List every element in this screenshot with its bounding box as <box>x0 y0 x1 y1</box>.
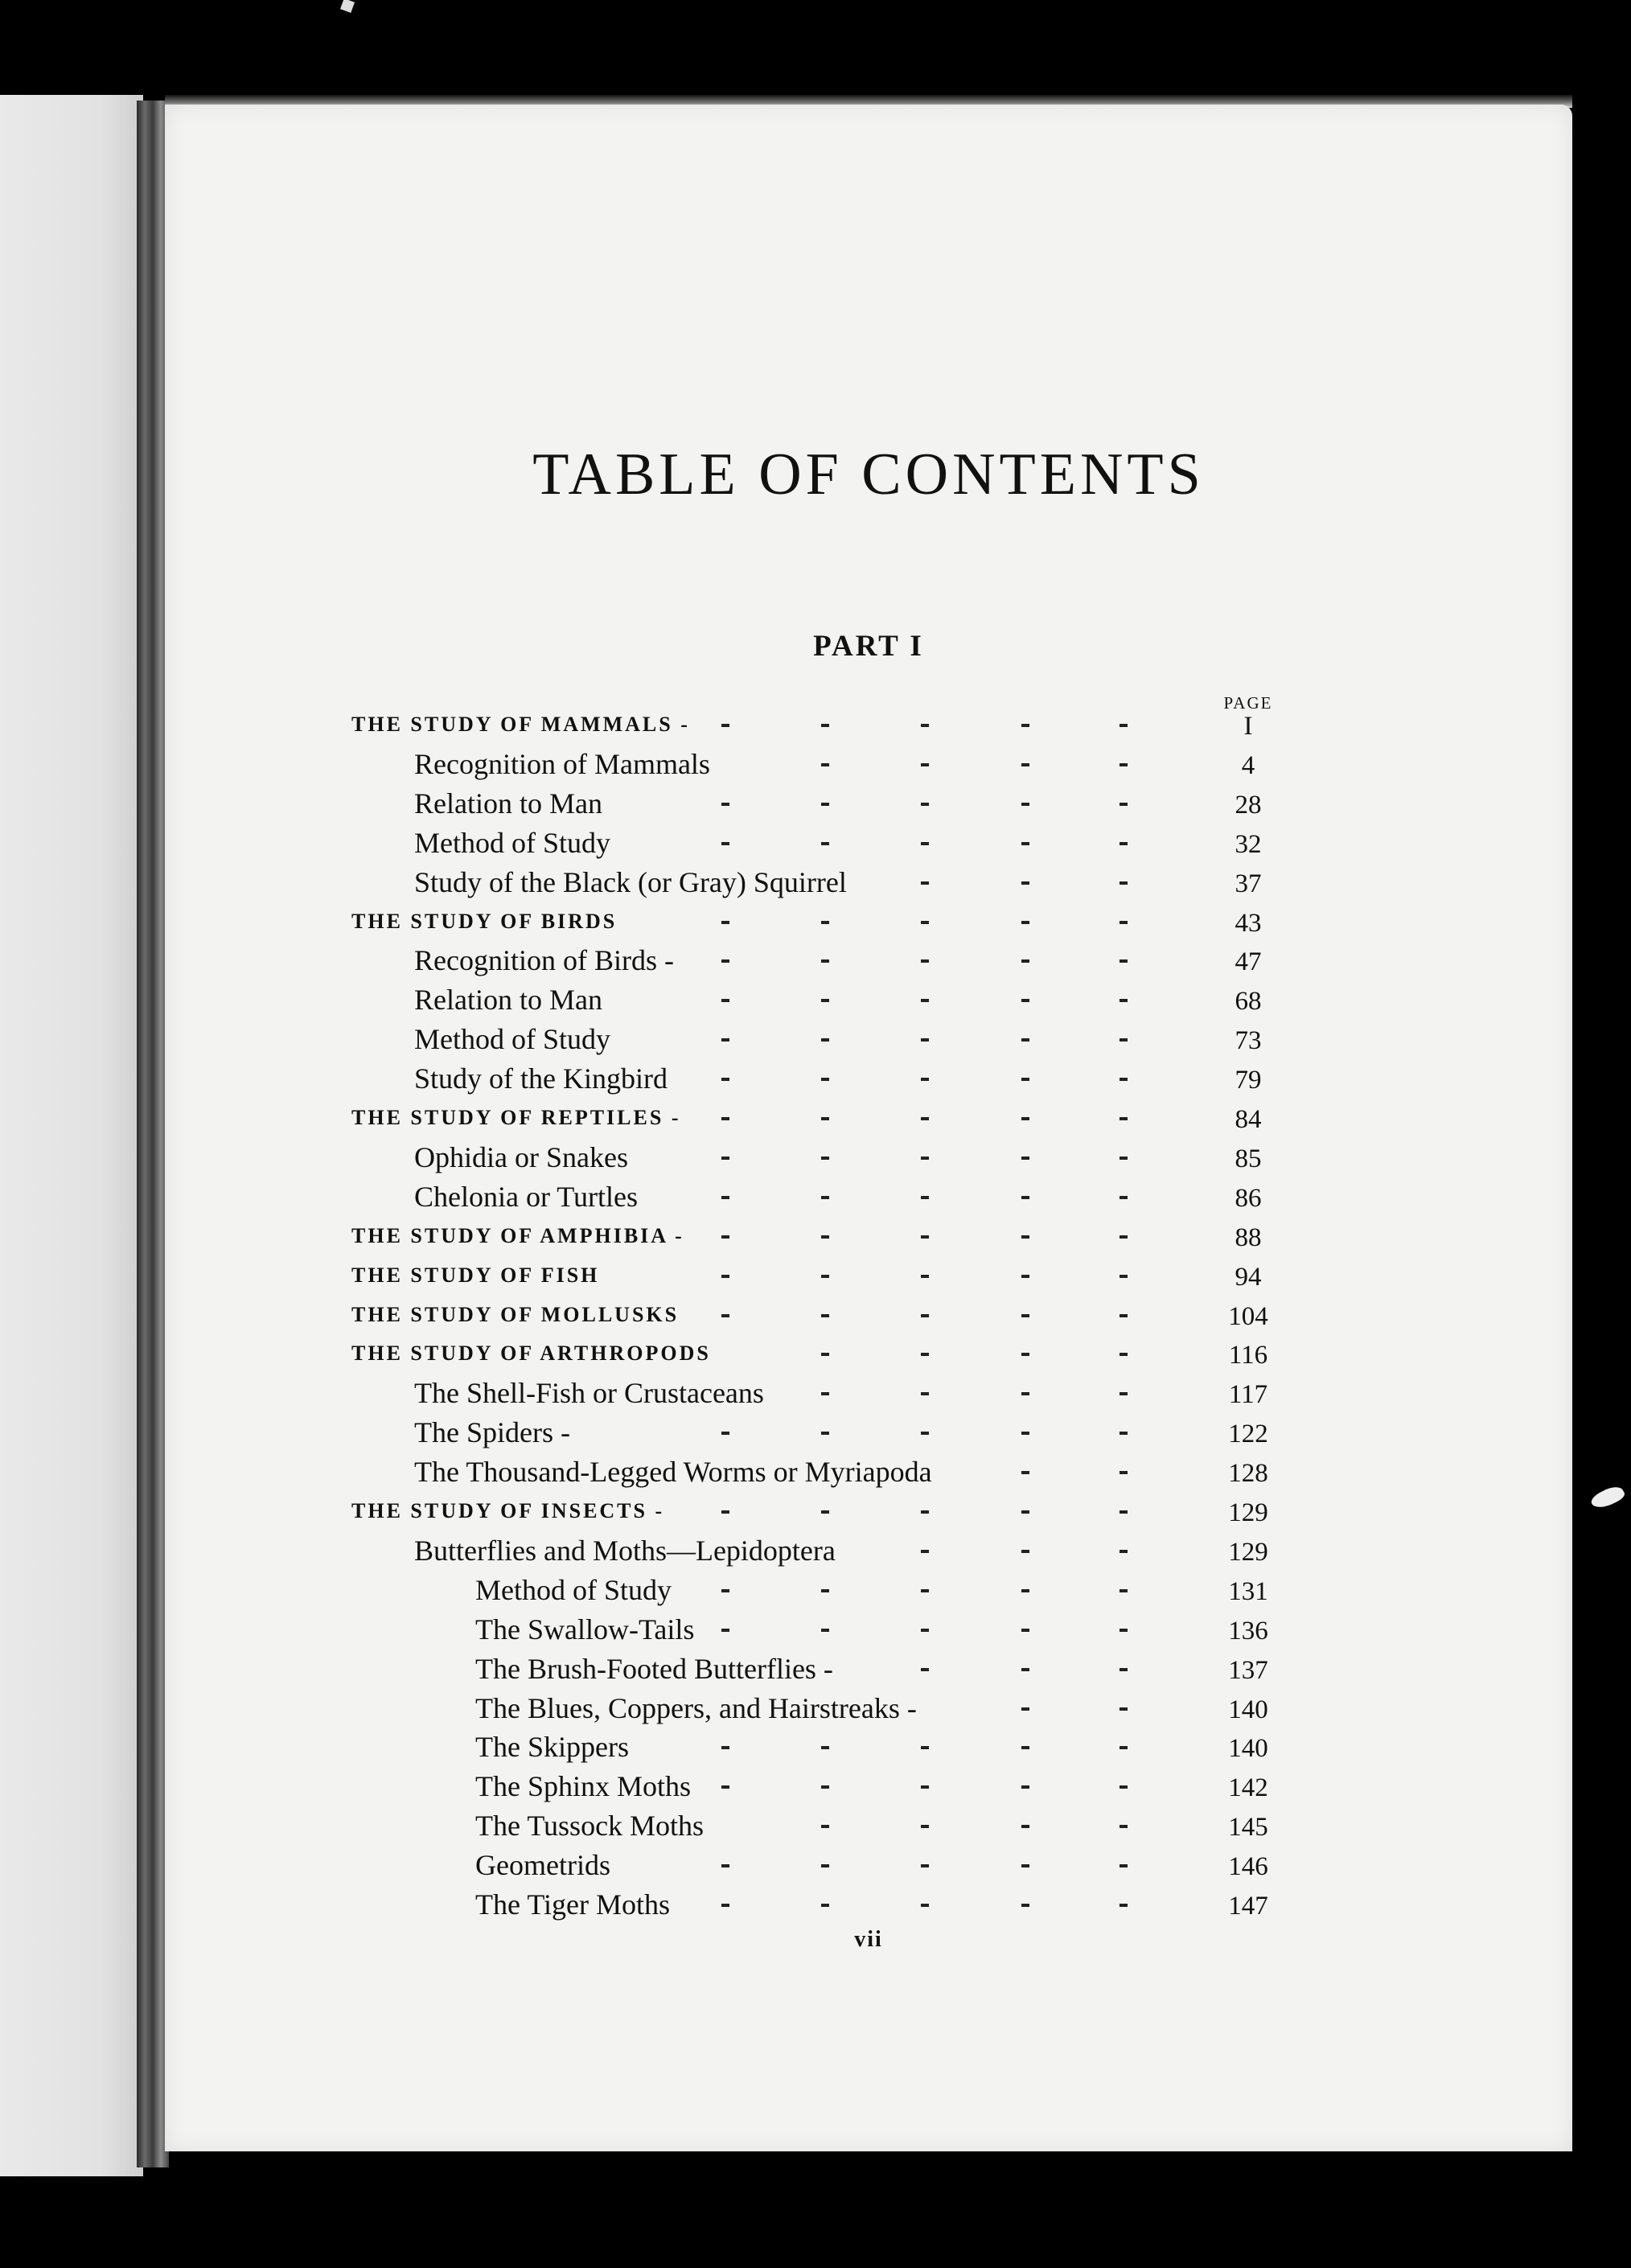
leader-dash <box>1120 1275 1128 1278</box>
leader-dash <box>721 1864 729 1867</box>
leader-dash <box>1120 1038 1128 1042</box>
leader-dash <box>1120 1589 1128 1592</box>
leader-dash <box>921 921 929 924</box>
leader-dash <box>1021 1117 1029 1120</box>
leader-dash <box>921 881 929 885</box>
leader-dash <box>1021 999 1029 1002</box>
leader-dash <box>1120 999 1128 1002</box>
toc-entry-page: 47 <box>1235 947 1262 976</box>
toc-entry <box>0 1690 1631 1727</box>
leader-dash <box>821 1589 829 1592</box>
toc-entry-title: The Sphinx Moths <box>475 1770 692 1802</box>
leader-dash <box>1021 1235 1029 1239</box>
toc-entry-page: I <box>1243 712 1253 741</box>
leader-dash <box>721 1589 729 1592</box>
toc-entry-page: 140 <box>1228 1695 1268 1724</box>
leader-dash <box>821 1864 829 1867</box>
toc-entry-title: Recognition of Mammals <box>414 748 710 780</box>
toc-entry <box>0 1335 1631 1372</box>
toc-entry <box>0 981 1631 1018</box>
toc-entry-title: THE STUDY OF AMPHIBIA - <box>351 1224 684 1247</box>
toc-entry <box>0 1847 1631 1884</box>
toc-entry-title: THE STUDY OF FISH <box>351 1263 600 1287</box>
toc-entry <box>0 1296 1631 1333</box>
toc-entry-title: The Thousand-Legged Worms or Myriapoda <box>414 1456 932 1488</box>
toc-entry-page: 85 <box>1235 1144 1262 1173</box>
toc-entry-page: 116 <box>1228 1341 1268 1370</box>
leader-dash <box>1021 881 1029 885</box>
leader-dash <box>821 763 829 766</box>
leader-dash <box>921 999 929 1002</box>
toc-entry-title: THE STUDY OF MOLLUSKS <box>351 1303 680 1326</box>
toc-entry <box>0 1374 1631 1411</box>
leader-dash <box>1021 1550 1029 1553</box>
toc-entry-title: Study of the Black (or Gray) Squirrel <box>414 866 847 898</box>
toc-entry-title: Relation to Man <box>414 984 602 1016</box>
leader-dash <box>1021 763 1029 766</box>
page-column-label: PAGE <box>1223 693 1273 713</box>
leader-dash <box>721 1038 729 1042</box>
leader-dash <box>721 842 729 845</box>
leader-dash <box>1120 1668 1128 1671</box>
leader-dash <box>821 1196 829 1199</box>
leader-dash <box>1021 1196 1029 1199</box>
leader-dash <box>721 1196 729 1199</box>
leader-dash <box>921 959 929 963</box>
toc-entry-page: 37 <box>1235 869 1262 898</box>
toc-entry-title: The Tussock Moths <box>475 1810 705 1842</box>
leader-dash <box>1021 1510 1029 1514</box>
leader-dash <box>921 1235 929 1239</box>
leader-dash <box>921 1825 929 1828</box>
toc-entry-page: 122 <box>1228 1420 1268 1448</box>
leader-dash <box>1120 881 1128 885</box>
leader-dash <box>821 921 829 924</box>
leader-dash <box>1120 959 1128 963</box>
toc-entry-page: 145 <box>1228 1813 1268 1842</box>
toc-entry-title: THE STUDY OF INSECTS - <box>351 1499 665 1522</box>
toc-entry-page: 131 <box>1228 1577 1268 1606</box>
leader-dash <box>821 999 829 1002</box>
leader-dash <box>721 921 729 924</box>
toc-entry <box>0 785 1631 822</box>
leader-dash <box>1021 959 1029 963</box>
leader-dash <box>1120 1825 1128 1828</box>
leader-dash <box>821 1314 829 1317</box>
leader-dash <box>721 803 729 806</box>
leader-dash <box>1021 1904 1029 1907</box>
leader-dash <box>1120 842 1128 845</box>
leader-dash <box>821 1629 829 1632</box>
leader-dash <box>921 1038 929 1042</box>
leader-dash <box>921 1746 929 1749</box>
leader-dash <box>1120 1864 1128 1867</box>
toc-entry-page: 94 <box>1235 1263 1262 1292</box>
leader-dash <box>721 1275 729 1278</box>
toc-entry <box>0 1060 1631 1097</box>
toc-entry-title: The Skippers <box>475 1731 629 1763</box>
leader-dash <box>1021 1668 1029 1671</box>
leader-dash <box>1120 1432 1128 1435</box>
leader-dash <box>1021 1078 1029 1081</box>
leader-dash <box>1021 1038 1029 1042</box>
leader-dash <box>1021 842 1029 845</box>
leader-dash <box>1021 803 1029 806</box>
leader-dash <box>821 1157 829 1160</box>
leader-dash <box>721 1904 729 1907</box>
toc-entry <box>0 1886 1631 1923</box>
leader-dash <box>921 724 929 727</box>
leader-dash <box>921 803 929 806</box>
toc-entry-page: 140 <box>1228 1734 1268 1763</box>
leader-dash <box>921 1785 929 1789</box>
leader-dash <box>921 1629 929 1632</box>
toc-entry-page: 117 <box>1228 1380 1268 1409</box>
leader-dash <box>921 1864 929 1867</box>
toc-entry <box>0 1218 1631 1255</box>
leader-dash <box>921 1589 929 1592</box>
leader-dash <box>821 803 829 806</box>
toc-entry-page: 32 <box>1235 830 1262 859</box>
toc-entry-title: THE STUDY OF REPTILES - <box>351 1106 681 1129</box>
leader-dash <box>821 959 829 963</box>
toc-entry <box>0 864 1631 901</box>
toc-entry-title: The Brush-Footed Butterflies - <box>475 1653 833 1685</box>
leader-dash <box>1120 1510 1128 1514</box>
leader-dash <box>1120 921 1128 924</box>
toc-entry-page: 129 <box>1228 1498 1268 1527</box>
toc-entry-title: Relation to Man <box>414 787 602 820</box>
toc-entry-title: THE STUDY OF MAMMALS - <box>351 713 690 736</box>
toc-entry-title: Ophidia or Snakes <box>414 1141 628 1173</box>
leader-dash <box>921 1550 929 1553</box>
leader-dash <box>1120 1196 1128 1199</box>
toc-entry-title: The Shell-Fish or Crustaceans <box>414 1377 764 1409</box>
toc-entry <box>0 942 1631 979</box>
leader-dash <box>921 1078 929 1081</box>
leader-dash <box>1021 921 1029 924</box>
toc-entry-page: 147 <box>1228 1892 1268 1921</box>
toc-entry-page: 129 <box>1228 1538 1268 1567</box>
toc-entry <box>0 1099 1631 1136</box>
toc-entry-page: 4 <box>1241 751 1255 780</box>
leader-dash <box>1120 1314 1128 1317</box>
leader-dash <box>1120 1785 1128 1789</box>
leader-dash <box>921 842 929 845</box>
leader-dash <box>721 1157 729 1160</box>
leader-dash <box>921 1668 929 1671</box>
leader-dash <box>1120 1904 1128 1907</box>
toc-entry <box>0 1139 1631 1176</box>
toc-entry-page: 88 <box>1235 1223 1262 1252</box>
toc-entry-page: 142 <box>1228 1773 1268 1802</box>
leader-dash <box>1120 1353 1128 1356</box>
toc-entry-title: Method of Study <box>475 1574 672 1606</box>
toc-entry-title: Butterflies and Moths—Lepidoptera <box>414 1535 836 1567</box>
leader-dash <box>1120 1392 1128 1395</box>
toc-entry-title: The Tiger Moths <box>475 1888 671 1921</box>
leader-dash <box>1120 1078 1128 1081</box>
leader-dash <box>821 1510 829 1514</box>
toc-entry-page: 136 <box>1228 1617 1268 1646</box>
toc-entry <box>0 1650 1631 1687</box>
leader-dash <box>1120 1235 1128 1239</box>
leader-dash <box>821 1904 829 1907</box>
leader-dash <box>821 1746 829 1749</box>
leader-dash <box>821 1117 829 1120</box>
leader-dash <box>1120 724 1128 727</box>
leader-dash <box>921 1510 929 1514</box>
part-heading: PART I <box>813 630 924 663</box>
toc-entry-title: The Spiders - <box>414 1416 570 1448</box>
leader-dash <box>921 763 929 766</box>
toc-entry-page: 84 <box>1235 1105 1262 1134</box>
leader-dash <box>821 1785 829 1789</box>
toc-entry <box>0 1532 1631 1569</box>
toc-entry <box>0 1572 1631 1609</box>
toc-entry-page: 28 <box>1235 791 1262 820</box>
leader-dash <box>1021 724 1029 727</box>
leader-dash <box>1120 763 1128 766</box>
leader-dash <box>1021 1471 1029 1474</box>
leader-dash <box>721 999 729 1002</box>
leader-dash <box>1120 1157 1128 1160</box>
toc-entry-page: 104 <box>1228 1302 1268 1331</box>
leader-dash <box>921 1157 929 1160</box>
page-title: TABLE OF CONTENTS <box>532 442 1205 507</box>
leader-dash <box>1021 1746 1029 1749</box>
leader-dash <box>721 1432 729 1435</box>
toc-entry-title: The Swallow-Tails <box>475 1613 695 1646</box>
leader-dash <box>721 1117 729 1120</box>
toc-entry-page: 43 <box>1235 909 1262 938</box>
leader-dash <box>1120 1117 1128 1120</box>
toc-entry-page: 146 <box>1228 1852 1268 1881</box>
leader-dash <box>721 1314 729 1317</box>
leader-dash <box>821 1078 829 1081</box>
toc-entry-page: 137 <box>1228 1656 1268 1685</box>
leader-dash <box>1021 1785 1029 1789</box>
leader-dash <box>921 1314 929 1317</box>
leader-dash <box>721 959 729 963</box>
leader-dash <box>821 1825 829 1828</box>
leader-dash <box>721 1746 729 1749</box>
leader-dash <box>821 1432 829 1435</box>
toc-entry <box>0 746 1631 783</box>
leader-dash <box>1021 1629 1029 1632</box>
toc-entry <box>0 1493 1631 1530</box>
leader-dash <box>1021 1864 1029 1867</box>
page-number: vii <box>854 1927 883 1952</box>
leader-dash <box>1120 1746 1128 1749</box>
toc-entry-title: Method of Study <box>414 827 611 859</box>
toc-entry-title: Method of Study <box>414 1023 611 1055</box>
leader-dash <box>821 1038 829 1042</box>
leader-dash <box>1021 1353 1029 1356</box>
leader-dash <box>1021 1275 1029 1278</box>
toc-entry-title: Chelonia or Turtles <box>414 1181 639 1213</box>
leader-dash <box>821 1235 829 1239</box>
leader-dash <box>821 1353 829 1356</box>
leader-dash <box>1021 1589 1029 1592</box>
leader-dash <box>921 1904 929 1907</box>
toc-entry-page: 86 <box>1235 1184 1262 1213</box>
toc-entry <box>0 1414 1631 1451</box>
leader-dash <box>721 1510 729 1514</box>
leader-dash <box>1021 1392 1029 1395</box>
leader-dash <box>721 724 729 727</box>
leader-dash <box>1120 1550 1128 1553</box>
toc-entry <box>0 1178 1631 1215</box>
leader-dash <box>821 724 829 727</box>
leader-dash <box>821 1392 829 1395</box>
leader-dash <box>1021 1825 1029 1828</box>
toc-entry <box>0 1611 1631 1648</box>
leader-dash <box>1120 1707 1128 1711</box>
leader-dash <box>921 1196 929 1199</box>
leader-dash <box>721 1078 729 1081</box>
leader-dash <box>1021 1314 1029 1317</box>
leader-dash <box>921 1275 929 1278</box>
leader-dash <box>921 1117 929 1120</box>
toc-entry <box>0 1728 1631 1765</box>
leader-dash <box>1021 1707 1029 1711</box>
toc-entry <box>0 1807 1631 1844</box>
toc-entry <box>0 824 1631 861</box>
toc-entry-page: 128 <box>1228 1459 1268 1488</box>
toc-entry-title: THE STUDY OF BIRDS <box>351 910 618 933</box>
leader-dash <box>721 1235 729 1239</box>
leader-dash <box>921 1392 929 1395</box>
leader-dash <box>821 1275 829 1278</box>
toc-entry <box>0 1021 1631 1058</box>
toc-entry-title: Geometrids <box>475 1849 610 1881</box>
toc-entry <box>0 903 1631 940</box>
toc-entry-page: 73 <box>1235 1026 1262 1055</box>
toc-entry <box>0 1453 1631 1490</box>
leader-dash <box>921 1432 929 1435</box>
toc-entry-title: Study of the Kingbird <box>414 1062 668 1095</box>
leader-dash <box>1021 1157 1029 1160</box>
toc-entry-title: THE STUDY OF ARTHROPODS <box>351 1341 711 1365</box>
toc-entry-page: 79 <box>1235 1066 1262 1095</box>
leader-dash <box>821 842 829 845</box>
toc-entry-page: 68 <box>1235 987 1262 1016</box>
toc-entry-title: The Blues, Coppers, and Hairstreaks - <box>475 1692 917 1724</box>
leader-dash <box>921 1353 929 1356</box>
leader-dash <box>1120 803 1128 806</box>
toc-entry-title: Recognition of Birds - <box>414 944 674 976</box>
leader-dash <box>1021 1432 1029 1435</box>
toc-entry <box>0 706 1631 743</box>
toc-entry <box>0 1768 1631 1805</box>
leader-dash <box>721 1629 729 1632</box>
toc-entry <box>0 1257 1631 1294</box>
leader-dash <box>721 1785 729 1789</box>
leader-dash <box>1120 1471 1128 1474</box>
leader-dash <box>1120 1629 1128 1632</box>
